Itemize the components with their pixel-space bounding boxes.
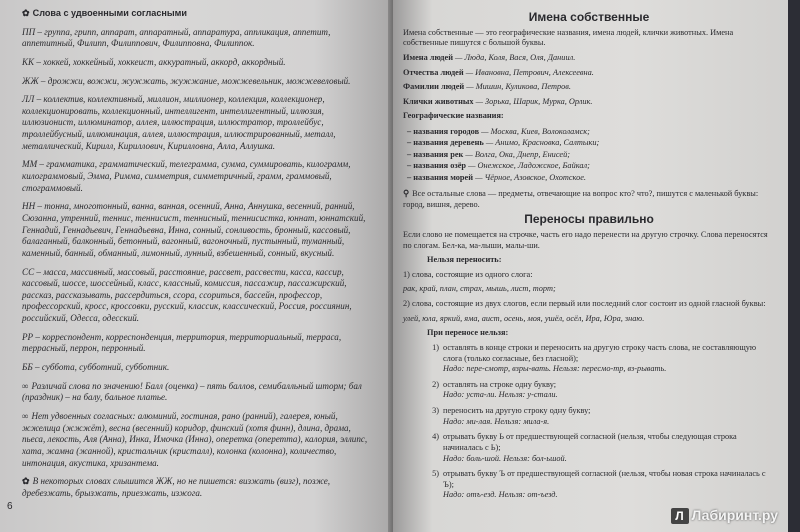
list-item: – названия озёр — Онежское, Ладожское, Байкал; (407, 161, 590, 171)
proper-nouns-title: Имена собственные (528, 10, 650, 24)
rule-item: 2) оставлять на строке одну букву; Надо: уста-ли. Нельзя: у-стали. (432, 379, 558, 400)
section-heading (22, 8, 374, 20)
no-double-note: ∞ Нет удвоенных согласных: алюминий, гостиная, рано (ранний), галерея, юный, жжелица (жжжёт), весна (весенний) коридор, финский (хотя финн), длина, драма, пьеса, лекость, Аля (Анна), Инка, Имочка (Инна), оперетка (оперетта), калория, эллипс, хата, жамна (жанной), кристальчик (кристалл), колонка (колонна), количество, интонация, акустика, хризантема. (22, 410, 368, 468)
group-ll: ЛЛ – коллектив, коллективный, миллион, миллионер, коллекция, коллекционер, коллекционировать, коллекционный, интеллигент, интеллигентный, иллюзия, иллюзионист, иллюминатор, аллея, иллюстрация, иллюстратор, троллейбус, троллейбусный, иллюминация, аллея, иллюстрация, иллюстрированный, металл, металлический, Кирилл, Кириллович, Кирилловна, Алла, Аллушка. (22, 94, 336, 151)
flower-icon: ✿ (22, 8, 30, 18)
group-zhzh: ЖЖ – дрожжи, вожжи, жужжать, жужжание, можжевельник, можжевеловый. (22, 75, 351, 86)
hyphenation-intro: Если слово не помещается на строчке, часть его надо перенести на другую строчку. Слова переносятся по слогам. Бел-ка, ма-лыши, малы-ши. (403, 229, 768, 250)
group-pp: ПП – группа, грипп, аппарат, аппаратный, аппаратура, аппликация, аппетит, аппетитный, Филипп, Филиппович, Филипповна, Филиппок. (22, 26, 331, 49)
rule-item: 1) оставлять в конце строки и переносить на другую строку часть слова, не составляющую слога (только согласные, без гласной); Надо: пере-смотр, взры-вать. Нельзя: пересмо-тр, вз-рывать. (432, 342, 757, 374)
cannot-rule-1-example: рак, край, план, страх, мышь, лист, торт; (403, 284, 556, 294)
when-label: При переносе нельзя: (427, 328, 509, 338)
rule-item: 4) отрывать букву Ь от предшествующей согласной (нельзя, чтобы следующая строка начиналась с Ь); Надо: боль-шой. Нельзя: бол-ьшой. (432, 432, 737, 463)
cannot-rule-2: 2) слова, состоящие из двух слогов, если первый или последний слог состоит из одной гласной буквы: (403, 299, 766, 309)
group-mm: ММ – грамматика, грамматический, телеграмма, сумма, суммировать, килограмм, килограммовый, Эмма, Римма, симметрия, симметричный, грамм, граммовый, стограммовый. (22, 159, 351, 193)
group-bb: ББ – суббота, субботний, субботник. (22, 362, 170, 373)
list-item: – названия городов — Москва, Киев, Волоколамск; (407, 127, 590, 136)
meaning-note: ∞ Различай слова по значению! Балл (оценка) – пять баллов, семибалльный шторм; бал (праздник) – на балу, бальное платье. (22, 380, 362, 403)
watermark (671, 507, 779, 524)
cannot-rule-2-example: улей, юла, яркий, яма, аист, осень, моя, ушёл, осёл, Ира, Юра, знаю. (403, 313, 645, 323)
proper-intro: Имена собственные — это географические названия, имена людей, клички животных. Имена собственные пишутся с большой буквы. (403, 27, 734, 48)
surnames: Фамилии людей — Мишин, Куликова, Петров. (403, 82, 571, 92)
list-item: – названия морей — Чёрное, Азовское, Охотское. (407, 172, 587, 182)
names-people: Имена людей — Люда, Коля, Вася, Оля, Даниил. (403, 52, 576, 62)
left-column (22, 8, 374, 506)
geo-list (407, 126, 775, 183)
flower-icon: ✿ (22, 476, 30, 487)
infinity-icon: ∞ (22, 410, 29, 421)
common-note: ⚲ Все остальные слова — предметы, отвечающие на вопрос кто? что?, пишутся с маленькой буквы: город, вишня, дерево. (403, 189, 759, 209)
cannot-label: Нельзя переносить: (427, 255, 502, 265)
cannot-rule-1: 1) слова, состоящие из одного слога: (403, 269, 533, 279)
group-kk: КК – хоккей, хоккейный, хоккеист, аккуратный, аккорд, аккордный. (22, 56, 286, 67)
key-icon: ⚲ (403, 189, 410, 199)
right-column (403, 10, 775, 506)
rule-item: 3) переносить на другую строку одну букву; Надо: ми-лая. Нельзя: мила-я. (432, 406, 591, 426)
list-item: – названия рек — Волга, Ока, Днепр, Енисей; (407, 149, 571, 159)
watermark-text: Лабиринт.ру (691, 507, 778, 523)
group-ss: СС – масса, массивный, массовый, расстояние, рассвет, рассвести, касса, кассир, кассовый, шоссе, шоссейный, класс, классный, комиссия, пассажир, пассажирский, рассказ, рассказывать, рассердиться, ссора, ссориться, бассейн, профессор, профессорский, кросс, кроссовки, русский, классик, классический, Россия, россиянин, российский, Одесса, одесский. (22, 266, 352, 324)
group-rr: РР – корреспондент, корреспонденция, территория, территориальный, терраса, террасный, перрон, перронный. (22, 331, 342, 354)
rules-list (403, 343, 775, 501)
zh-note: ✿ В некоторых словах слышится ЖЖ, но не пишется: визжать (визг), позже, дребезжать, брызжать, приезжать, изжога. (22, 476, 331, 498)
left-page (0, 0, 392, 532)
rule-item: 5) отрывать букву Ъ от предшествующей согласной (нельзя, чтобы новая строка начиналась с Ъ); Надо: отъ-езд. Нельзя: от-ъезд. (432, 469, 766, 500)
background-edge (788, 0, 800, 532)
right-page (393, 0, 788, 532)
page-number: 6 (7, 501, 13, 512)
group-nn: НН – тонна, многотонный, ванна, ванная, осенний, Анна, Аннушка, весенний, ранний, Сюзанна, утренний, теннис, теннисист, теннисный, теннисистка, юннат, юннатский, Геннадий, Геннадьевич, Геннадьевна, Инна, сонный, сонливость, бронный, кассовый, балаганный, балконный, бетонный, вагонный, вагоночный, пустынный, туманный, каменный, банный, обманный, лимонный, лунный, взбешенный, сонный, вкусный. (22, 201, 366, 258)
infinity-icon: ∞ (22, 380, 29, 391)
patronymics: Отчества людей — Ивановна, Петрович, Алексеевна. (403, 67, 594, 77)
list-item: – названия деревень — Анимо, Красновка, Салтыки; (407, 138, 600, 148)
geo-label: Географические названия: (403, 111, 504, 121)
pet-names: Клички животных — Зорька, Шарик, Мурка, Орлик. (403, 96, 593, 106)
labirint-logo-icon: Л (671, 508, 689, 524)
hyphenation-title: Переносы правильно (524, 212, 654, 227)
section-title: Слова с удвоенными согласными (32, 8, 187, 18)
